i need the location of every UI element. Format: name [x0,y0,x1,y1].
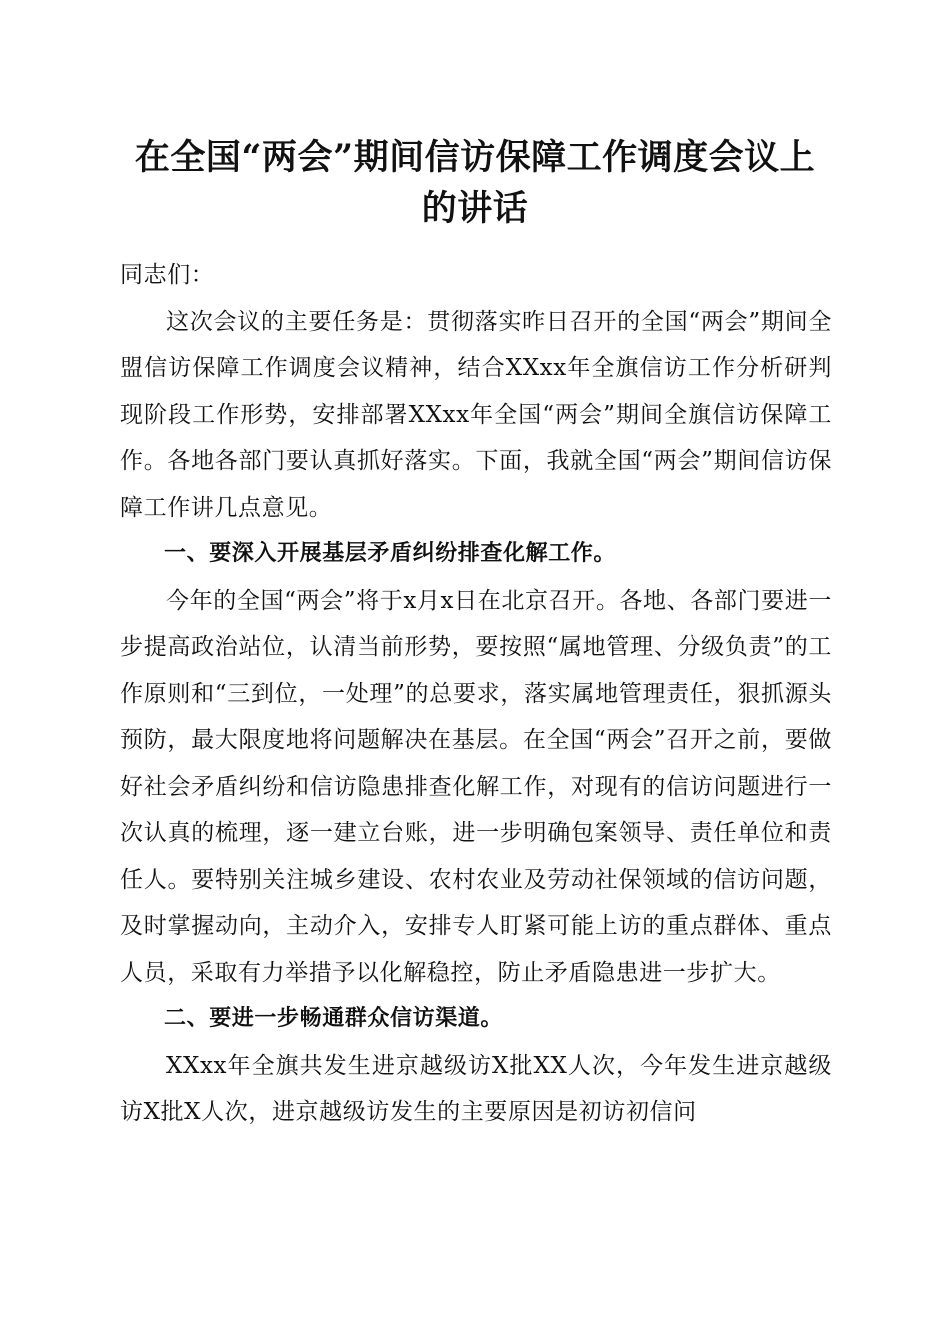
document-body [120,252,832,1136]
section-1-heading: 一、要深入开展基层矛盾纠纷排查化解工作。 [164,541,617,566]
title-line-2: 的讲话 [421,188,529,229]
intro-paragraph: 这次会议的主要任务是：贯彻落实昨日召开的全国“两会”期间全盟信访保障工作调度会议精神，结合XXxx年全旗信访工作分析研判现阶段工作形势，安排部署XXxx年全国“两会”期间全旗信访保障工作。各地各部门要认真抓好落实。下面，我就全国“两会”期间信访保障工作讲几点意见。 [120,308,832,521]
section-2-paragraph: XXxx年全旗共发生进京越级访X批XX人次，今年发生进京越级访X批X人次，进京越级访发生的主要原因是初访初信问 [120,1052,832,1125]
section-2-heading: 二、要进一步畅通群众信访渠道。 [164,1006,504,1031]
document-title [100,132,850,234]
section-1-paragraph: 今年的全国“两会”将于x月x日在北京召开。各地、各部门要进一步提高政治站位，认清当前形势，要按照“属地管理、分级负责”的工作原则和“三到位，一处理”的总要求，落实属地管理责任，狠抓源头预防，最大限度地将问题解决在基层。在全国“两会”召开之前，要做好社会矛盾纠纷和信访隐患排查化解工作，对现有的信访问题进行一次认真的梳理，逐一建立台账，进一步明确包案领导、责任单位和责任人。要特别关注城乡建设、农村农业及劳动社保领域的信访问题，及时掌握动向，主动介入，安排专人盯紧可能上访的重点群体、重点人员，采取有力举措予以化解稳控，防止矛盾隐患进一步扩大。 [120,587,832,986]
salutation: 同志们： [120,262,215,288]
title-line-1: 在全国“两会”期间信访保障工作调度会议上 [134,137,816,178]
